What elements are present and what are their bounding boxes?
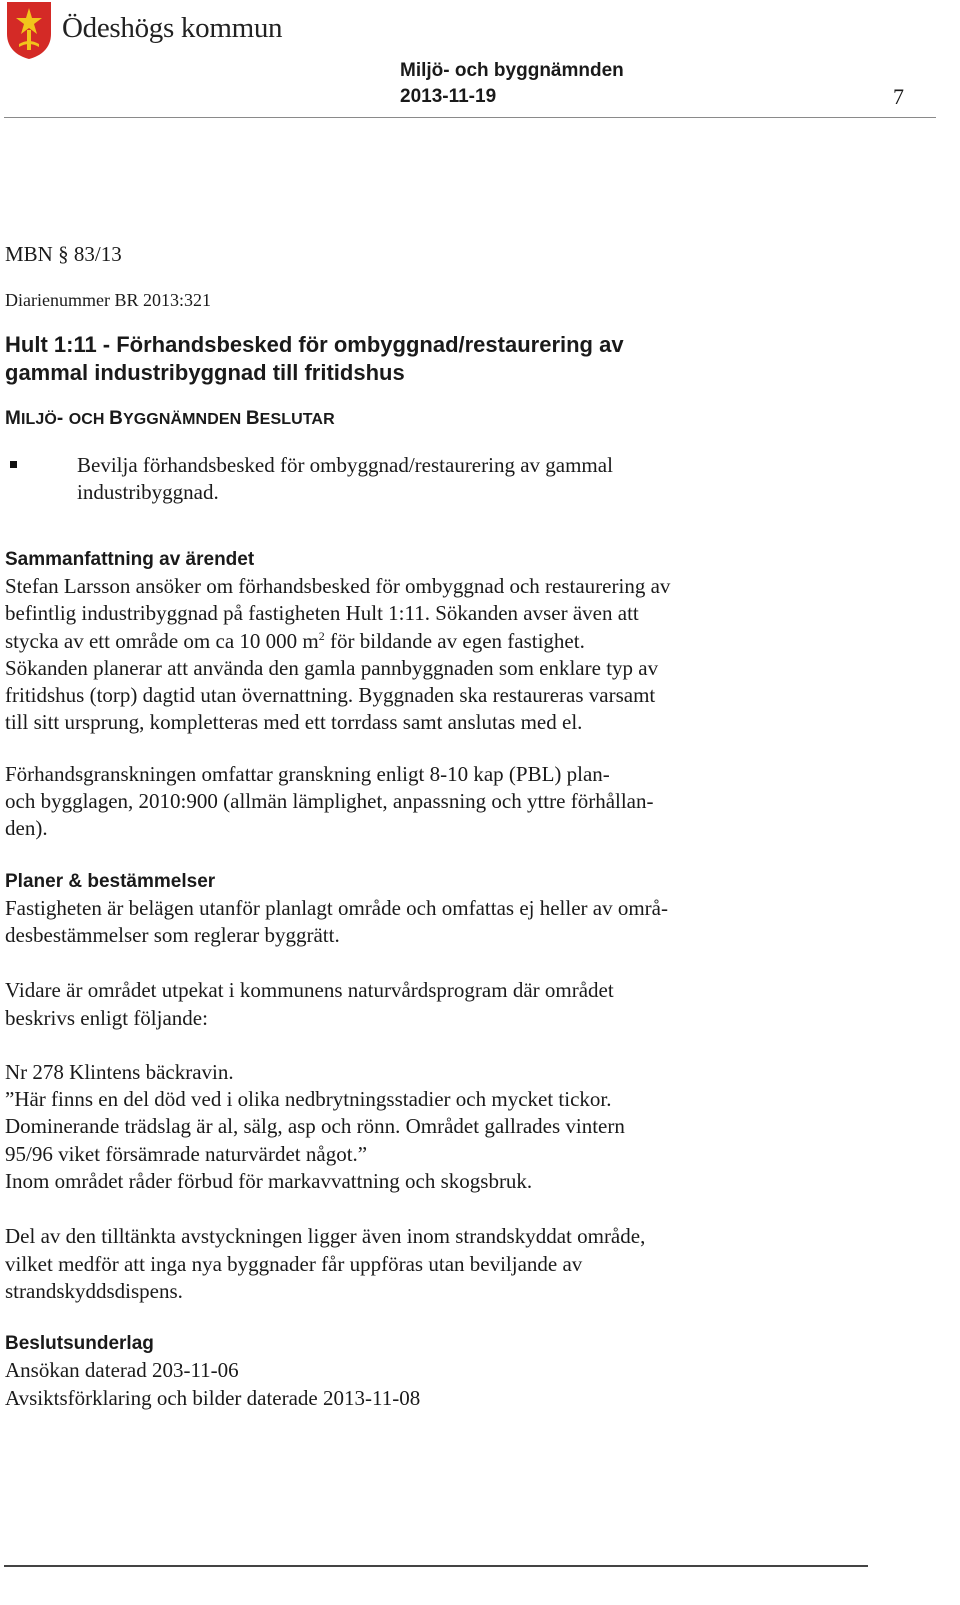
- area-exponent: 2: [318, 628, 325, 643]
- case-ref-number: 83/13: [73, 242, 122, 266]
- header-divider: [4, 117, 936, 118]
- summary-heading: Sammanfattning av ärendet: [5, 549, 255, 570]
- decision-item: Bevilja förhandsbesked för ombyggnad/restaurering av gammal industribyggnad.: [5, 452, 697, 506]
- decision-heading: MILJÖ- OCH BYGGNÄMNDEN BESLUTAR: [5, 408, 335, 429]
- organization-name: Ödeshögs kommun: [62, 12, 283, 44]
- basis-item: Ansökan daterad 203-11-06: [5, 1358, 239, 1383]
- diary-number: Diarienummer BR 2013:321: [5, 290, 211, 310]
- summary-paragraph-2: Förhandsgranskningen omfattar granskning enligt 8-10 kap (PBL) plan- och bygglagen, 2010:900 (allmän lämplighet, anpassning och yttre förhållan- den).: [5, 761, 654, 841]
- basis-item: Avsiktsförklaring och bilder daterade 2013-11-08: [5, 1385, 421, 1410]
- nature-program-quote: Nr 278 Klintens bäckravin. ”Här finns en del död ved i olika nedbrytningsstadier och mycket tickor. Dominerande trädslag är al, sälg, asp och rönn. Området gallrades vintern 95/96 viket försämrade naturvärdet något.” Inom området råder förbud för markavvattning och skogsbruk.: [5, 1059, 625, 1194]
- planning-paragraph-4: Del av den tilltänkta avstyckningen ligger även inom strandskyddat område, vilket medför att inga nya byggnader får uppföras utan beviljande av strandskyddsdispens.: [5, 1224, 646, 1303]
- planning-heading: Planer & bestämmelser: [5, 870, 216, 892]
- page-number: 7: [893, 84, 904, 109]
- planning-paragraph-1: Fastigheten är belägen utanför planlagt område och omfattas ej heller av områ- desbestämmelser som reglerar byggrätt.: [5, 895, 668, 947]
- paragraph-symbol: §: [58, 242, 69, 266]
- header-committee: Miljö- och byggnämnden: [400, 60, 624, 81]
- case-reference: [5, 238, 905, 270]
- planning-paragraph-2: Vidare är området utpekat i kommunens naturvårdsprogram där området beskrivs enligt följande:: [5, 978, 614, 1030]
- decision-list: [5, 452, 905, 506]
- case-title-line-2: gammal industribyggnad till fritidshus: [5, 360, 405, 385]
- header-date: 2013-11-19: [400, 86, 497, 107]
- basis-list: [5, 1357, 905, 1412]
- footer-divider: [4, 1565, 868, 1567]
- case-title-line-1: Hult 1:11 - Förhandsbesked för ombyggnad/restaurering av: [5, 332, 624, 357]
- municipality-crest-icon: [5, 0, 53, 60]
- case-ref-prefix: MBN: [5, 242, 53, 266]
- basis-heading: Beslutsunderlag: [5, 1333, 154, 1355]
- summary-paragraph-1: Stefan Larsson ansöker om förhandsbesked för ombyggnad och restaurering av befintlig industribyggnad på fastigheten Hult 1:11. Sökanden avser även att stycka av ett område om ca 10 000 $m^2$ för bildande av egen fastighet. Sökanden planerar att använda den gamla pannbyggnaden som enklare typ av fritidshus (torp) dagtid utan övernattning. Byggnaden ska restaureras varsamt till sitt ursprung, kompletteras med ett torrdass samt anslutas med el.: [5, 574, 671, 735]
- case-title: [5, 331, 905, 387]
